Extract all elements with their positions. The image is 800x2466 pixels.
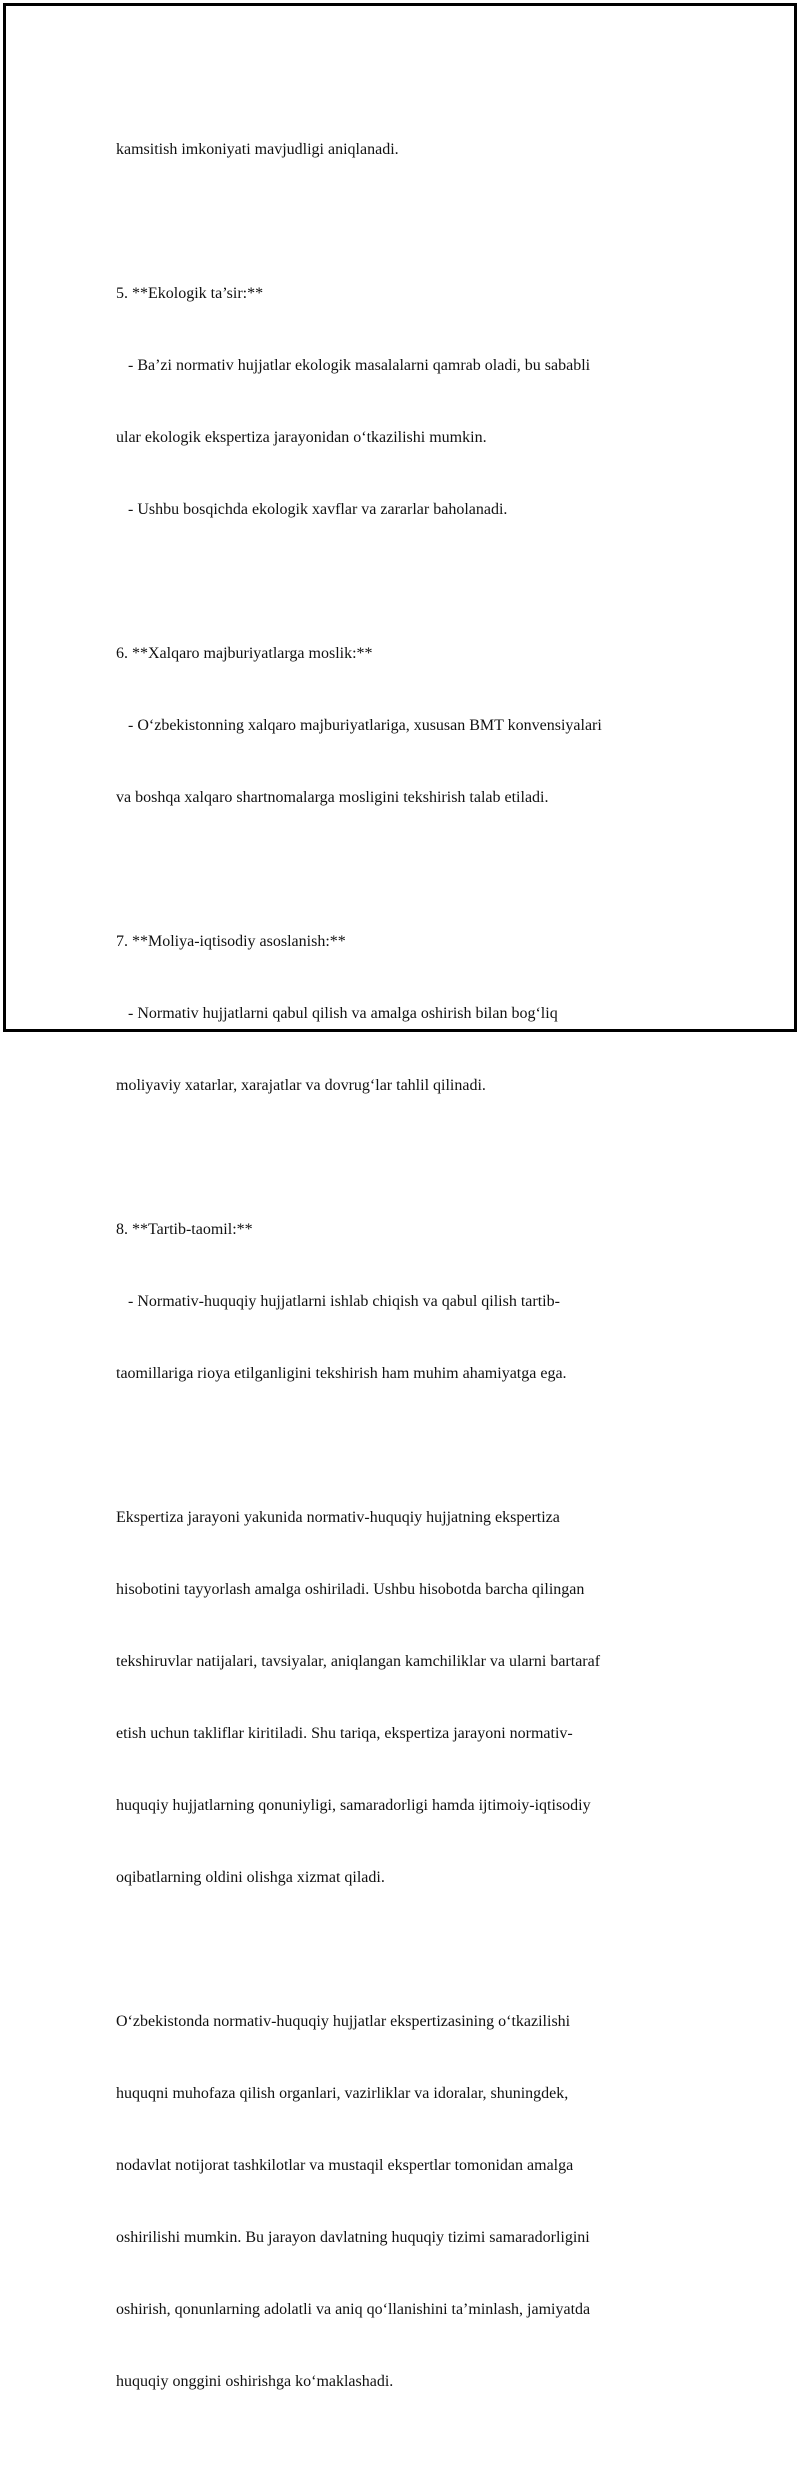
text-line: - O‘zbekistonning xalqaro majburiyatlariga, xususan BMT konvensiyalari <box>116 717 602 734</box>
section-xalqaro <box>116 594 686 858</box>
text-line: Ekspertiza jarayoni yakunida normativ-huquqiy hujjatning ekspertiza <box>116 1509 560 1526</box>
text-line: tekshiruvlar natijalari, tavsiyalar, aniqlangan kamchiliklar va ularni bartaraf <box>116 1653 601 1670</box>
text-line: huquqni muhofaza qilish organlari, vazirliklar va idoralar, shuningdek, <box>116 2085 569 2102</box>
text-line: moliyaviy xatarlar, xarajatlar va dovrug‘lar tahlil qilinadi. <box>116 1077 486 1094</box>
text-line: oshirish, qonunlarning adolatli va aniq qo‘llanishini ta’minlash, jamiyatda <box>116 2301 591 2318</box>
document-body <box>116 90 686 2466</box>
text-line: oqibatlarning oldini olishga xizmat qiladi. <box>116 1869 385 1886</box>
section-ekologik <box>116 234 686 570</box>
section-heading: 8. **Tartib-taomil:** <box>116 1221 253 1238</box>
text-line: huquqiy onggini oshirishga ko‘maklashadi. <box>116 2373 394 2390</box>
text-line: - Ushbu bosqichda ekologik xavflar va zararlar baholanadi. <box>116 501 508 518</box>
section-heading: 5. **Ekologik ta’sir:** <box>116 285 264 302</box>
paragraph <box>116 90 686 210</box>
text-line: - Ba’zi normativ hujjatlar ekologik masalalarni qamrab oladi, bu sababli <box>116 357 591 374</box>
section-heading: 6. **Xalqaro majburiyatlarga moslik:** <box>116 645 373 662</box>
section-heading: 7. **Moliya-iqtisodiy asoslanish:** <box>116 933 346 950</box>
text-line: va boshqa xalqaro shartnomalarga mosligini tekshirish talab etiladi. <box>116 789 549 806</box>
text-line: oshirilishi mumkin. Bu jarayon davlatning huquqiy tizimi samaradorligini <box>116 2229 590 2246</box>
text-line: O‘zbekistonda normativ-huquqiy hujjatlar ekspertizasining o‘tkazilishi <box>116 2013 571 2030</box>
text-line: etish uchun takliflar kiritiladi. Shu tariqa, ekspertiza jarayoni normativ- <box>116 1725 573 1742</box>
section-tartib <box>116 1170 686 1434</box>
text-line: - Normativ hujjatlarni qabul qilish va amalga oshirish bilan bog‘liq <box>116 1005 558 1022</box>
text-line: ular ekologik ekspertiza jarayonidan o‘tkazilishi mumkin. <box>116 429 487 446</box>
text-line: hisobotini tayyorlash amalga oshiriladi. Ushbu hisobotda barcha qilingan <box>116 1581 585 1598</box>
text-line: huquqiy hujjatlarning qonuniyligi, samaradorligi hamda ijtimoiy-iqtisodiy <box>116 1797 591 1814</box>
text-line: nodavlat notijorat tashkilotlar va mustaqil ekspertlar tomonidan amalga <box>116 2157 574 2174</box>
text-line: kamsitish imkoniyati mavjudligi aniqlanadi. <box>116 141 399 158</box>
text-line: taomillariga rioya etilganligini tekshirish ham muhim ahamiyatga ega. <box>116 1365 567 1382</box>
section-moliya <box>116 882 686 1146</box>
paragraph-ekspertiza-hisobot <box>116 1458 686 1938</box>
text-line: - Normativ-huquqiy hujjatlarni ishlab chiqish va qabul qilish tartib- <box>116 1293 560 1310</box>
paragraph-ozbekistonda <box>116 1962 686 2442</box>
